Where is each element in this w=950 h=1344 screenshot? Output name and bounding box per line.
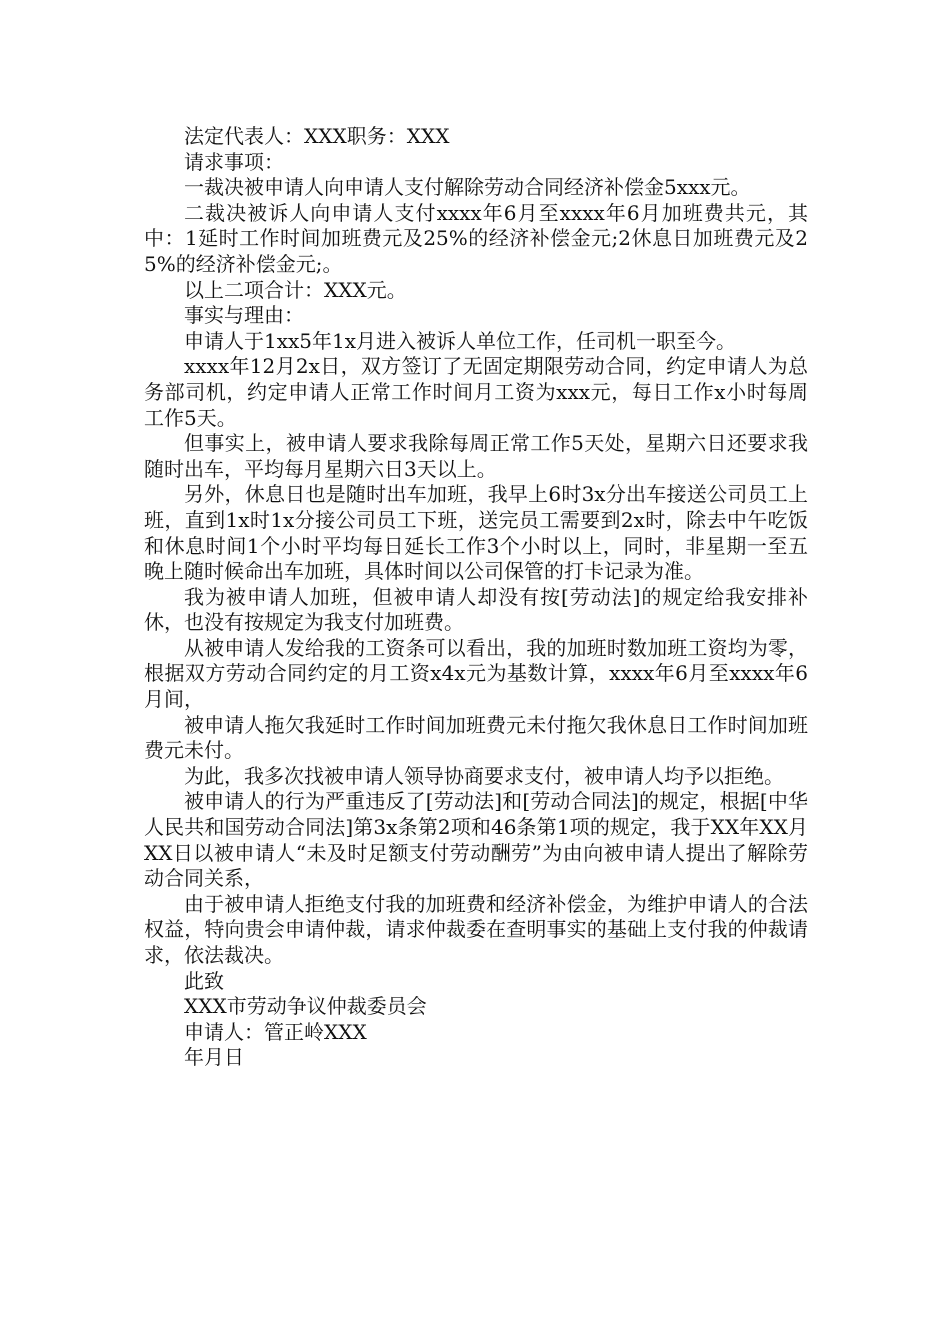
document-body <box>144 124 808 1071</box>
fact-paragraph: 被申请人的行为严重违反了[劳动法]和[劳动合同法]的规定，根据[中华人民共和国劳动合同法]第3x条第2项和46条第1项的规定，我于XX年XX月XX日以被申请人“未及时足额支付劳动酬劳”为由向被申请人提出了解除劳动合同关系， <box>144 789 808 891</box>
legal-representative-line: 法定代表人：XXX职务：XXX <box>184 124 450 148</box>
fact-paragraph: 从被申请人发给我的工资条可以看出，我的加班时数加班工资均为零，根据双方劳动合同约定的月工资x4x元为基数计算，xxxx年6月至xxxx年6月间， <box>144 635 808 712</box>
fact-paragraph: 申请人于1xx5年1x月进入被诉人单位工作，任司机一职至今。 <box>184 328 737 353</box>
applicant-signature-line: 申请人：管正岭XXX <box>184 1019 367 1044</box>
closing-salutation: 此致 <box>184 968 224 993</box>
fact-paragraph: xxxx年12月2x日，双方签订了无固定期限劳动合同，约定申请人为总务部司机，约定申请人正常工作时间月工资为xxx元，每日工作x小时每周工作5天。 <box>144 354 808 430</box>
date-line: 年月日 <box>184 1045 244 1070</box>
fact-paragraph: 为此，我多次找被申请人领导协商要求支付，被申请人均予以拒绝。 <box>184 763 784 788</box>
claim-item-2: 二裁决被诉人向申请人支付xxxx年6月至xxxx年6月加班费共元，其中：1延时工作时间加班费元及25%的经济补偿金元;2休息日加班费元及25%的经济补偿金元;。 <box>144 200 808 276</box>
claim-item-1: 一裁决被申请人向申请人支付解除劳动合同经济补偿金5xxx元。 <box>184 175 751 200</box>
fact-paragraph: 另外，休息日也是随时出车加班，我早上6时3x分出车接送公司员工上班，直到1x时1x分接公司员工下班，送完员工需要到2x时，除去中午吃饭和休息时间1个小时平均每日延长工作3个小时以上，同时，非星期一至五晚上随时候命出车加班，具体时间以公司保管的打卡记录为准。 <box>144 482 808 584</box>
claims-total: 以上二项合计：XXX元。 <box>184 277 407 302</box>
fact-paragraph: 被申请人拖欠我延时工作时间加班费元未付拖欠我休息日工作时间加班费元未付。 <box>144 712 808 763</box>
fact-paragraph: 由于被申请人拒绝支付我的加班费和经济补偿金，为维护申请人的合法权益，特向贵会申请仲裁，请求仲裁委在查明事实的基础上支付我的仲裁请求，依法裁决。 <box>144 891 808 967</box>
fact-paragraph: 我为被申请人加班，但被申请人却没有按[劳动法]的规定给我安排补休，也没有按规定为我支付加班费。 <box>144 584 808 635</box>
fact-paragraph: 但事实上，被申请人要求我除每周正常工作5天处，星期六日还要求我随时出车，平均每月星期六日3天以上。 <box>144 431 808 481</box>
recipient-line: XXX市劳动争议仲裁委员会 <box>184 994 427 1019</box>
claims-heading: 请求事项： <box>184 149 284 174</box>
facts-heading: 事实与理由： <box>184 303 304 328</box>
